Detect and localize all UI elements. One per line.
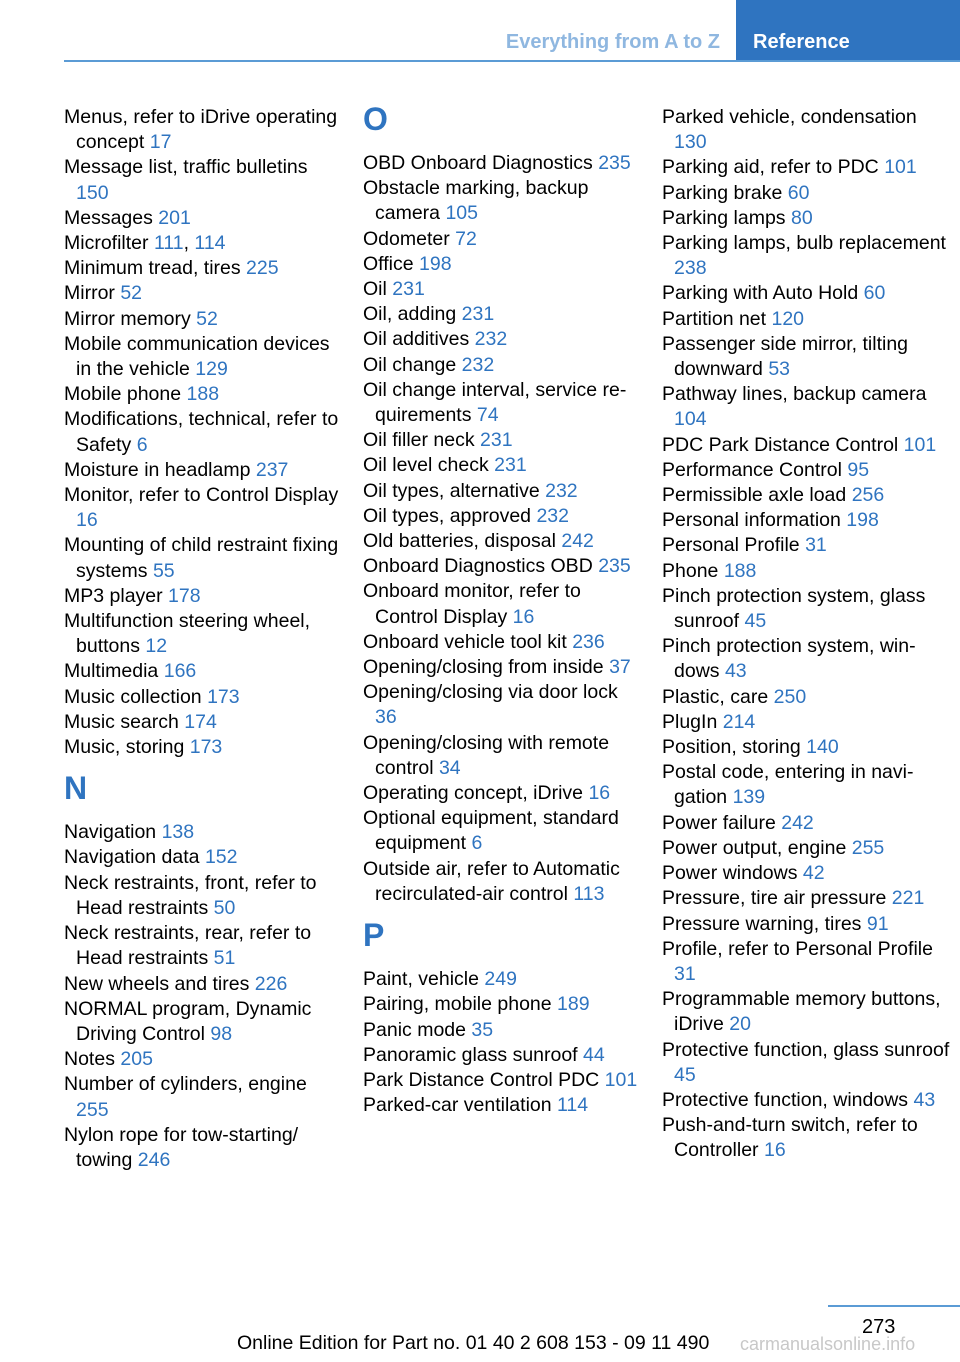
page-reference-link[interactable]: 130 (674, 131, 707, 154)
index-entry-text: Optional equipment, standard equipment (363, 807, 619, 855)
index-entry-text: Microfilter (64, 232, 149, 255)
page-reference-link[interactable]: 44 (583, 1043, 605, 1066)
index-entry (363, 453, 643, 478)
index-entry-text: Obstacle marking, backup camera (363, 177, 589, 225)
page-reference-link[interactable]: 51 (213, 947, 236, 970)
index-entry-text: Partition net (662, 307, 767, 330)
page-reference-link[interactable]: 174 (184, 710, 217, 733)
index-entry-text: NORMAL program, Dynamic Driving Control (64, 997, 312, 1045)
index-entry (662, 811, 952, 836)
page-reference-link[interactable]: 242 (561, 530, 594, 553)
index-entry (64, 659, 344, 684)
index-column-2 (363, 101, 643, 1118)
page-reference-link[interactable]: 256 (851, 484, 885, 507)
page-reference-link[interactable]: 12 (145, 635, 168, 658)
index-entry-text: Odometer (363, 227, 450, 250)
footer-divider (828, 1305, 960, 1307)
index-entry-text: Pressure, tire air pressure (662, 887, 887, 910)
index-entry-text: Oil level check (363, 454, 489, 477)
index-entry-text: Push-and-turn switch, refer to Controller (662, 1114, 918, 1162)
index-entry (363, 277, 643, 302)
page-reference-link[interactable]: 225 (246, 257, 279, 280)
index-entry-text: Multifunction steering wheel, buttons (64, 610, 311, 658)
page-reference-link[interactable]: 152 (204, 846, 238, 869)
index-entry (363, 151, 643, 176)
page-reference-link[interactable]: 74 (476, 404, 499, 427)
index-entry (64, 533, 344, 583)
index-entry (363, 479, 643, 504)
index-entry-text: Onboard vehicle tool kit (363, 630, 567, 653)
page-reference-link[interactable]: 45 (744, 610, 767, 633)
index-entry (64, 483, 344, 533)
index-entry-text: Paint, vehicle (363, 968, 479, 991)
index-entry-text: Music, storing (64, 736, 185, 759)
index-entry (662, 1038, 952, 1088)
index-entry (64, 845, 344, 870)
index-entry (363, 1068, 643, 1093)
index-entry (662, 307, 952, 332)
index-entry (662, 382, 952, 432)
index-entry (64, 820, 344, 845)
page-reference-link[interactable]: 111 (153, 232, 184, 255)
index-entry (662, 105, 952, 155)
index-entry-text: Pressure warning, tires (662, 912, 862, 935)
page-reference-link[interactable]: 104 (674, 408, 707, 431)
page-reference-link[interactable]: 52 (120, 282, 143, 305)
page-reference-link[interactable]: 16 (763, 1139, 786, 1162)
index-entry (363, 857, 643, 907)
header-chapter-tab (736, 0, 960, 60)
index-entry (64, 871, 344, 921)
index-entry-text: Menus, refer to iDrive operating concept (64, 106, 338, 154)
index-entry-text: Oil change interval, service requirements (363, 378, 627, 427)
index-entry (662, 433, 952, 458)
page-reference-link[interactable]: 189 (557, 993, 590, 1016)
index-entry-text: Music collection (64, 685, 202, 708)
page-reference-link[interactable]: 31 (805, 534, 827, 557)
index-column-3 (662, 105, 952, 1164)
index-entry (64, 307, 344, 332)
page-reference-link[interactable]: 55 (152, 559, 175, 582)
index-entry-text: Personal Profile (662, 534, 800, 557)
page-reference-link[interactable]: 232 (474, 328, 508, 351)
index-entry (64, 735, 344, 760)
index-entry (662, 1113, 952, 1163)
index-entry (64, 1123, 344, 1173)
page-reference-link[interactable]: 101 (903, 433, 937, 456)
index-entry-text: Mobile phone (64, 383, 182, 406)
index-entry-text: Oil filler neck (363, 429, 475, 452)
index-entry-text: Parking lamps (662, 206, 786, 229)
page-reference-link[interactable]: 173 (189, 736, 223, 759)
index-entry-text: Opening/closing with remote control (363, 731, 610, 779)
page-reference-link[interactable]: 36 (375, 706, 397, 729)
index-entry (363, 1018, 643, 1043)
page-reference-link[interactable]: 238 (674, 257, 707, 280)
page-reference-link[interactable]: 246 (137, 1148, 171, 1171)
page-reference-link[interactable]: 129 (195, 358, 228, 381)
index-entry (64, 710, 344, 735)
index-entry-text: Position, storing (662, 736, 801, 759)
index-entry-text: Multimedia (64, 660, 159, 683)
page-reference-link[interactable]: 101 (604, 1068, 638, 1091)
header-section-bar (64, 0, 736, 60)
index-entry (64, 685, 344, 710)
index-entry (64, 997, 344, 1047)
header-chapter-title: Reference (753, 31, 850, 53)
page-reference-link[interactable]: 235 (598, 555, 631, 578)
page-reference-link[interactable]: 250 (773, 685, 807, 708)
index-entry (662, 1088, 952, 1113)
index-letter-heading: P (363, 917, 385, 954)
index-letter-heading: O (363, 101, 388, 137)
index-entry (64, 609, 344, 659)
index-entry (363, 504, 643, 529)
index-entry-text: Number of cylinders, engine (64, 1073, 307, 1096)
page-reference-link[interactable]: 60 (863, 282, 886, 305)
page-reference-link[interactable]: 31 (674, 962, 696, 985)
index-entry (363, 428, 643, 453)
index-entry (64, 281, 344, 306)
index-entry (662, 836, 952, 861)
page-reference-link[interactable]: 138 (161, 821, 195, 844)
index-entry-text: Operating concept, iDrive (363, 782, 584, 805)
page-reference-link[interactable]: 52 (196, 307, 218, 330)
page-reference-link[interactable]: 188 (723, 559, 757, 582)
index-entry-text: Onboard monitor, refer to Control Display (363, 580, 581, 628)
index-entry-text: Oil (363, 278, 387, 301)
page-reference-link[interactable]: 214 (722, 710, 756, 733)
page-reference-link[interactable]: 255 (76, 1098, 109, 1121)
index-letter-heading: N (64, 770, 88, 807)
index-entry-text: Mounting of child restraint fixing systems (64, 534, 339, 582)
page-reference-link[interactable]: 242 (781, 811, 814, 834)
index-entry-text: MP3 player (64, 584, 163, 607)
index-entry-text: Messages (64, 206, 153, 229)
index-entry-text: Phone (662, 559, 719, 582)
page-reference-link[interactable]: 114 (557, 1094, 589, 1117)
edition-note: Online Edition for Part no. 01 40 2 608 153 - 09 11 490 (237, 1332, 710, 1354)
page-reference-link[interactable]: 198 (846, 509, 879, 532)
page-reference-link[interactable]: 232 (545, 479, 578, 502)
index-entry-text: Protective function, windows (662, 1088, 909, 1111)
index-entry-text: Opening/closing from inside (363, 656, 604, 679)
page-reference-link[interactable]: 98 (210, 1022, 233, 1045)
index-entry-text: Panic mode (363, 1018, 466, 1041)
index-entry-text: Parking with Auto Hold (662, 282, 859, 305)
page-reference-link[interactable]: 6 (136, 433, 148, 456)
index-entry (363, 992, 643, 1017)
index-entry: Microfilter 111, 114 (64, 232, 226, 255)
index-entry-text: Modifications, technical, refer to Safety (64, 408, 339, 456)
page-reference-link[interactable]: 16 (588, 782, 611, 805)
index-entry-text: Passenger side mirror, tilting downward (662, 332, 909, 381)
page-reference-link[interactable]: 205 (120, 1048, 153, 1071)
index-entry-text: Personal information (662, 509, 841, 532)
index-entry-text: Oil change (363, 353, 457, 376)
index-entry (662, 912, 952, 937)
index-entry (363, 252, 643, 277)
index-entry-text: Pinch protection system, windows (662, 635, 916, 683)
index-entry (363, 806, 643, 856)
index-entry-text: Oil types, approved (363, 504, 532, 527)
page-reference-link[interactable]: 178 (168, 584, 201, 607)
page-reference-link[interactable]: 221 (891, 887, 925, 910)
page-reference-link[interactable]: 166 (163, 660, 197, 683)
index-entry (662, 886, 952, 911)
index-entry-text: Notes (64, 1048, 115, 1071)
page-reference-link[interactable]: 237 (255, 458, 289, 481)
index-entry-text: Performance Control (662, 458, 842, 481)
page-reference-link[interactable]: 91 (866, 912, 889, 935)
index-entry (64, 584, 344, 609)
page-reference-link[interactable]: 201 (158, 206, 191, 229)
index-entry-text: Programmable memory buttons, iDrive (662, 988, 941, 1036)
index-entry-text: Mirror (64, 282, 115, 305)
index-column-1 (64, 105, 344, 1173)
page-reference-link[interactable]: 236 (572, 630, 605, 653)
index-entry-text: Message list, traffic bulletins (64, 156, 308, 179)
page-reference-link[interactable]: 120 (771, 307, 805, 330)
index-entry-text: Plastic, care (662, 685, 769, 708)
page-reference-link[interactable]: 231 (494, 454, 527, 477)
page-reference-link[interactable]: 60 (787, 181, 810, 204)
index-entry (662, 634, 952, 684)
index-entry-text: Parking aid, refer to PDC (662, 156, 879, 179)
index-entry (64, 382, 344, 407)
index-entry-text: Navigation data (64, 846, 200, 869)
index-entry-text: Postal code, entering in navigation (662, 761, 914, 809)
index-entry-text: Parking lamps, bulb replacement (662, 232, 946, 255)
page-reference-link[interactable]: 72 (455, 227, 477, 250)
index-entry-text: OBD Onboard Diagnostics (363, 152, 593, 174)
page-number: 273 (862, 1316, 896, 1338)
index-entry (662, 987, 952, 1037)
index-entry (64, 206, 344, 231)
index-entry (662, 685, 952, 710)
page-reference-link[interactable]: 226 (254, 972, 288, 995)
page-reference-link[interactable]: 255 (851, 836, 885, 859)
index-entry (363, 967, 643, 992)
page-reference-link[interactable]: 95 (847, 458, 870, 481)
index-entry (64, 256, 344, 281)
index-entry (363, 655, 643, 680)
index-entry-text: Nylon rope for tow-starting/ towing (64, 1123, 299, 1171)
index-entry (363, 327, 643, 352)
index-entry-text: Neck restraints, front, refer to Head restraints (64, 871, 317, 919)
index-entry (662, 458, 952, 483)
index-entry-text: Pinch protection system, glass sunroof (662, 584, 926, 633)
index-entry (662, 533, 952, 558)
index-entry (363, 176, 643, 226)
index-entry-text: Navigation (64, 821, 157, 844)
page-reference-link[interactable]: 101 (884, 156, 917, 179)
index-entry (64, 921, 344, 971)
index-entry (64, 155, 344, 205)
index-entry-text: Oil additives (363, 328, 470, 351)
index-entry (363, 353, 643, 378)
index-entry-text: Panoramic glass sunroof (363, 1043, 578, 1066)
index-entry-text: Office (363, 252, 414, 275)
index-entry-text: Opening/closing via door lock (363, 681, 618, 704)
index-entry-text: Oil types, alternative (363, 479, 540, 502)
index-entry (662, 559, 952, 584)
index-entry-text: Outside air, refer to Automatic recirculated-air control (363, 857, 620, 905)
index-entry (363, 680, 643, 730)
index-entry (64, 105, 344, 155)
index-entry (363, 227, 643, 252)
index-entry (662, 735, 952, 760)
page-reference-link[interactable]: 37 (609, 656, 631, 679)
index-entry (662, 861, 952, 886)
index-entry (662, 231, 952, 281)
index-entry-text: Parking brake (662, 181, 783, 204)
index-entry-text: Mirror memory (64, 307, 191, 330)
page-reference-link[interactable]: 17 (149, 131, 172, 154)
index-entry (662, 760, 952, 810)
index-entry (363, 630, 643, 655)
page-reference-link[interactable]: 232 (536, 504, 569, 527)
page-reference-link[interactable]: 43 (913, 1088, 936, 1111)
page-reference-link[interactable]: 35 (471, 1018, 494, 1041)
page-reference-link[interactable]: 188 (186, 383, 220, 406)
index-entry (363, 378, 643, 428)
index-entry-text: Parked-car ventilation (363, 1094, 552, 1117)
index-entry (662, 483, 952, 508)
page-reference-link[interactable]: 114 (194, 232, 226, 255)
page-reference-link[interactable]: 16 (512, 605, 535, 628)
index-entry-text: Power output, engine (662, 836, 847, 859)
index-entry-text: Parked vehicle, condensation (662, 106, 917, 128)
index-entry-text: Mobile communication devices in the vehicle (64, 332, 330, 381)
page-reference-link[interactable]: 16 (76, 509, 98, 532)
index-entry-text: New wheels and tires (64, 972, 250, 995)
index-entry-text: PlugIn (662, 710, 718, 733)
index-entry (363, 1043, 643, 1068)
page-reference-link[interactable]: 6 (471, 832, 483, 855)
index-entry (662, 181, 952, 206)
page-reference-link[interactable]: 232 (461, 353, 495, 376)
index-entry-text: Neck restraints, rear, refer to Head restraints (64, 922, 312, 970)
index-entry (363, 781, 643, 806)
page-reference-link[interactable]: 80 (790, 206, 813, 229)
index-entry (64, 1072, 344, 1122)
page-reference-link[interactable]: 140 (806, 736, 839, 759)
page-reference-link[interactable]: 235 (598, 152, 631, 174)
page-reference-link[interactable]: 231 (392, 278, 425, 301)
page-reference-link[interactable]: 105 (445, 202, 478, 225)
page-reference-link[interactable]: 198 (419, 252, 452, 275)
index-entry-text: Pathway lines, backup camera (662, 383, 927, 406)
index-entry (363, 731, 643, 781)
index-entry-text: Old batteries, disposal (363, 530, 556, 553)
page-reference-link[interactable]: 53 (768, 358, 791, 381)
page-reference-link[interactable]: 45 (674, 1063, 696, 1086)
index-entry-text: Power failure (662, 811, 776, 834)
index-entry-text: Profile, refer to Personal Profile (662, 937, 933, 960)
index-entry (363, 529, 643, 554)
index-entry (363, 1093, 643, 1118)
index-entry-text: Protective function, glass sunroof (662, 1038, 950, 1061)
index-entry-text: Pairing, mobile phone (363, 993, 552, 1016)
page-reference-link[interactable]: 139 (732, 786, 766, 809)
index-entry (363, 554, 643, 579)
index-entry-text: Park Distance Control PDC (363, 1068, 600, 1091)
index-entry (662, 155, 952, 180)
index-entry (64, 972, 344, 997)
index-entry (662, 332, 952, 382)
index-entry (64, 1047, 344, 1072)
index-entry (662, 508, 952, 533)
index-entry-text: PDC Park Distance Control (662, 433, 899, 456)
header-section-title: Everything from A to Z (505, 31, 720, 53)
page-reference-link[interactable]: 173 (207, 685, 240, 708)
index-entry-text: Permissible axle load (662, 484, 847, 507)
index-entry-text: Monitor, refer to Control Display (64, 484, 339, 507)
page-reference-link[interactable]: 34 (438, 756, 461, 779)
index-entry-text: Moisture in headlamp (64, 458, 251, 481)
index-entry-text: Music search (64, 710, 179, 733)
page-reference-link[interactable]: 113 (573, 882, 605, 905)
index-entry (662, 281, 952, 306)
index-entry (662, 584, 952, 634)
index-entry (662, 206, 952, 231)
index-entry-text: Oil, adding (363, 303, 457, 326)
page-reference-link[interactable]: 50 (213, 896, 236, 919)
index-entry (662, 710, 952, 735)
index-entry-text: Power windows (662, 862, 798, 885)
index-entry (64, 332, 344, 382)
page-reference-link[interactable]: 43 (724, 660, 747, 683)
page-reference-link[interactable]: 231 (480, 429, 513, 452)
index-entry-text: Minimum tread, tires (64, 257, 241, 280)
index-entry-text: Onboard Diagnostics OBD (363, 555, 593, 578)
index-entry (662, 937, 952, 987)
page-reference-link[interactable]: 231 (461, 303, 495, 326)
header-divider (64, 60, 960, 62)
page-reference-link[interactable]: 42 (802, 862, 825, 885)
page-reference-link[interactable]: 249 (484, 968, 517, 991)
index-entry (64, 458, 344, 483)
page-reference-link[interactable]: 150 (76, 181, 109, 204)
index-entry (363, 579, 643, 629)
watermark: carmanualsonline.info (740, 1334, 916, 1354)
page-reference-link[interactable]: 20 (729, 1013, 751, 1036)
index-entry (363, 302, 643, 327)
index-entry (64, 407, 344, 457)
